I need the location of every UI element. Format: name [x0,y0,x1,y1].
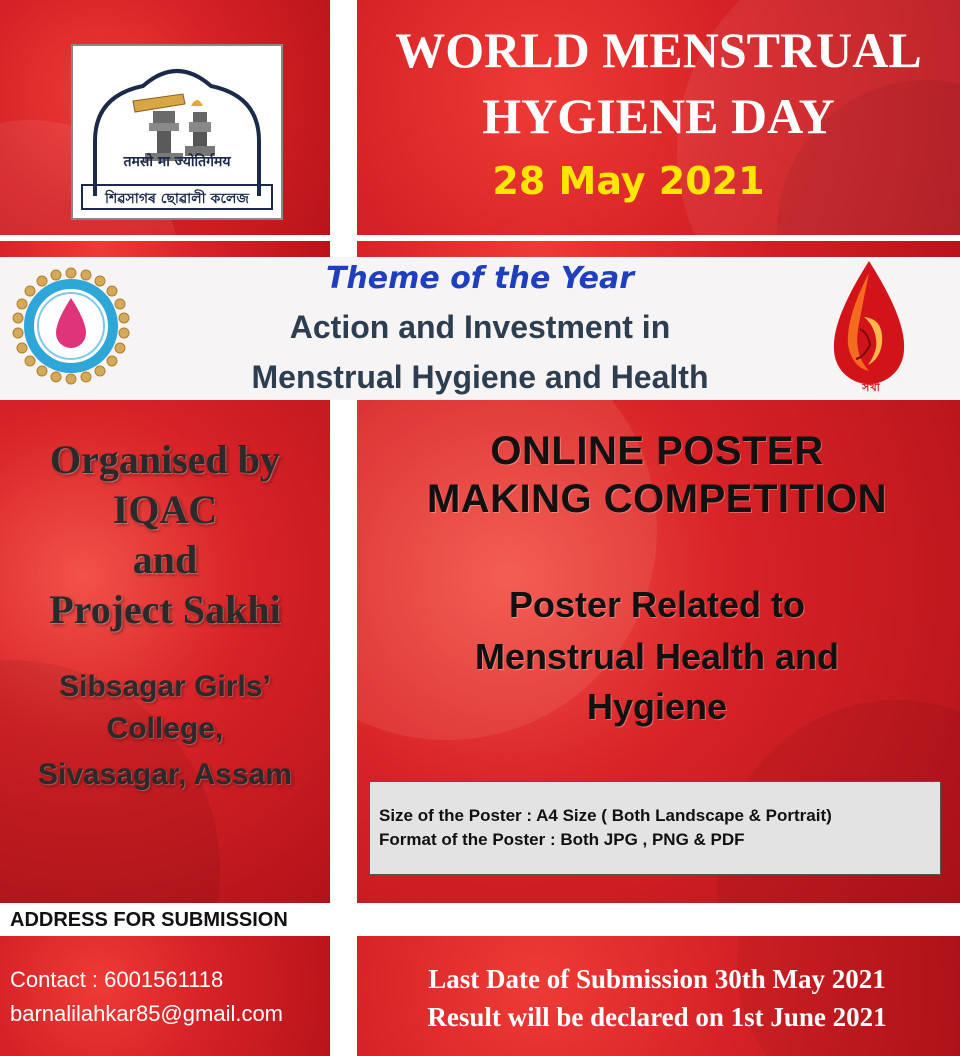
poster-format-text: Format of the Poster : Both JPG , PNG & PDF [379,830,745,849]
organiser-panel [0,400,330,903]
organiser-line1: Organised by [49,437,281,482]
project-sakhi-logo [824,259,914,399]
college-line3: Sivasagar, Assam [37,758,293,791]
divider-strip-left [0,241,330,257]
college-line1: Sibsagar Girls’ [59,670,271,703]
competition-panel [357,400,960,903]
college-line2: College, [106,712,224,745]
result-date-text: Result will be declared on 1st June 2021 [427,1002,887,1032]
topic-line1: Poster Related to [508,584,806,625]
event-title-line1: WORLD MENSTRUAL [395,22,922,78]
college-logo [71,44,283,220]
menstrual-drop-logo [6,263,136,393]
organiser-line3: and [132,537,198,582]
contact-email: barnalilahkar85@gmail.com [10,1001,284,1026]
poster-size-text: Size of the Poster : A4 Size ( Both Landscape & Portrait) [379,806,832,825]
contact-phone: Contact : 6001561118 [10,967,224,992]
logo-motto: तमसो मा ज्योतिर्गमय [123,154,231,170]
poster-specs-box [369,781,941,875]
deadline-panel [357,936,960,1056]
contact-panel [0,936,330,1056]
organiser-line4: Project Sakhi [49,587,281,632]
last-date-text: Last Date of Submission 30th May 2021 [428,964,886,994]
event-title-line2: HYGIENE DAY [482,88,835,144]
address-heading-strip [0,903,960,936]
topic-line2: Menstrual Health and [474,636,840,677]
theme-line2: Menstrual Hygiene and Health [251,359,709,395]
logo-college-name: শিৱসাগৰ ছোৱালী কলেজ [81,184,273,210]
sakhi-caption: সখী [862,381,880,394]
theme-band [0,257,960,400]
competition-title-line1: ONLINE POSTER [490,429,824,473]
organiser-line2: IQAC [112,487,218,532]
event-date: 28 May 2021 [492,159,765,203]
title-panel [357,0,960,235]
topic-line3: Hygiene [586,686,728,727]
theme-line1: Action and Investment in [289,309,671,345]
theme-label: Theme of the Year [325,261,635,296]
competition-title-line2: MAKING COMPETITION [426,477,888,521]
address-heading: ADDRESS FOR SUBMISSION [10,909,288,931]
top-left-panel [0,0,330,235]
divider-strip-right [357,241,960,257]
